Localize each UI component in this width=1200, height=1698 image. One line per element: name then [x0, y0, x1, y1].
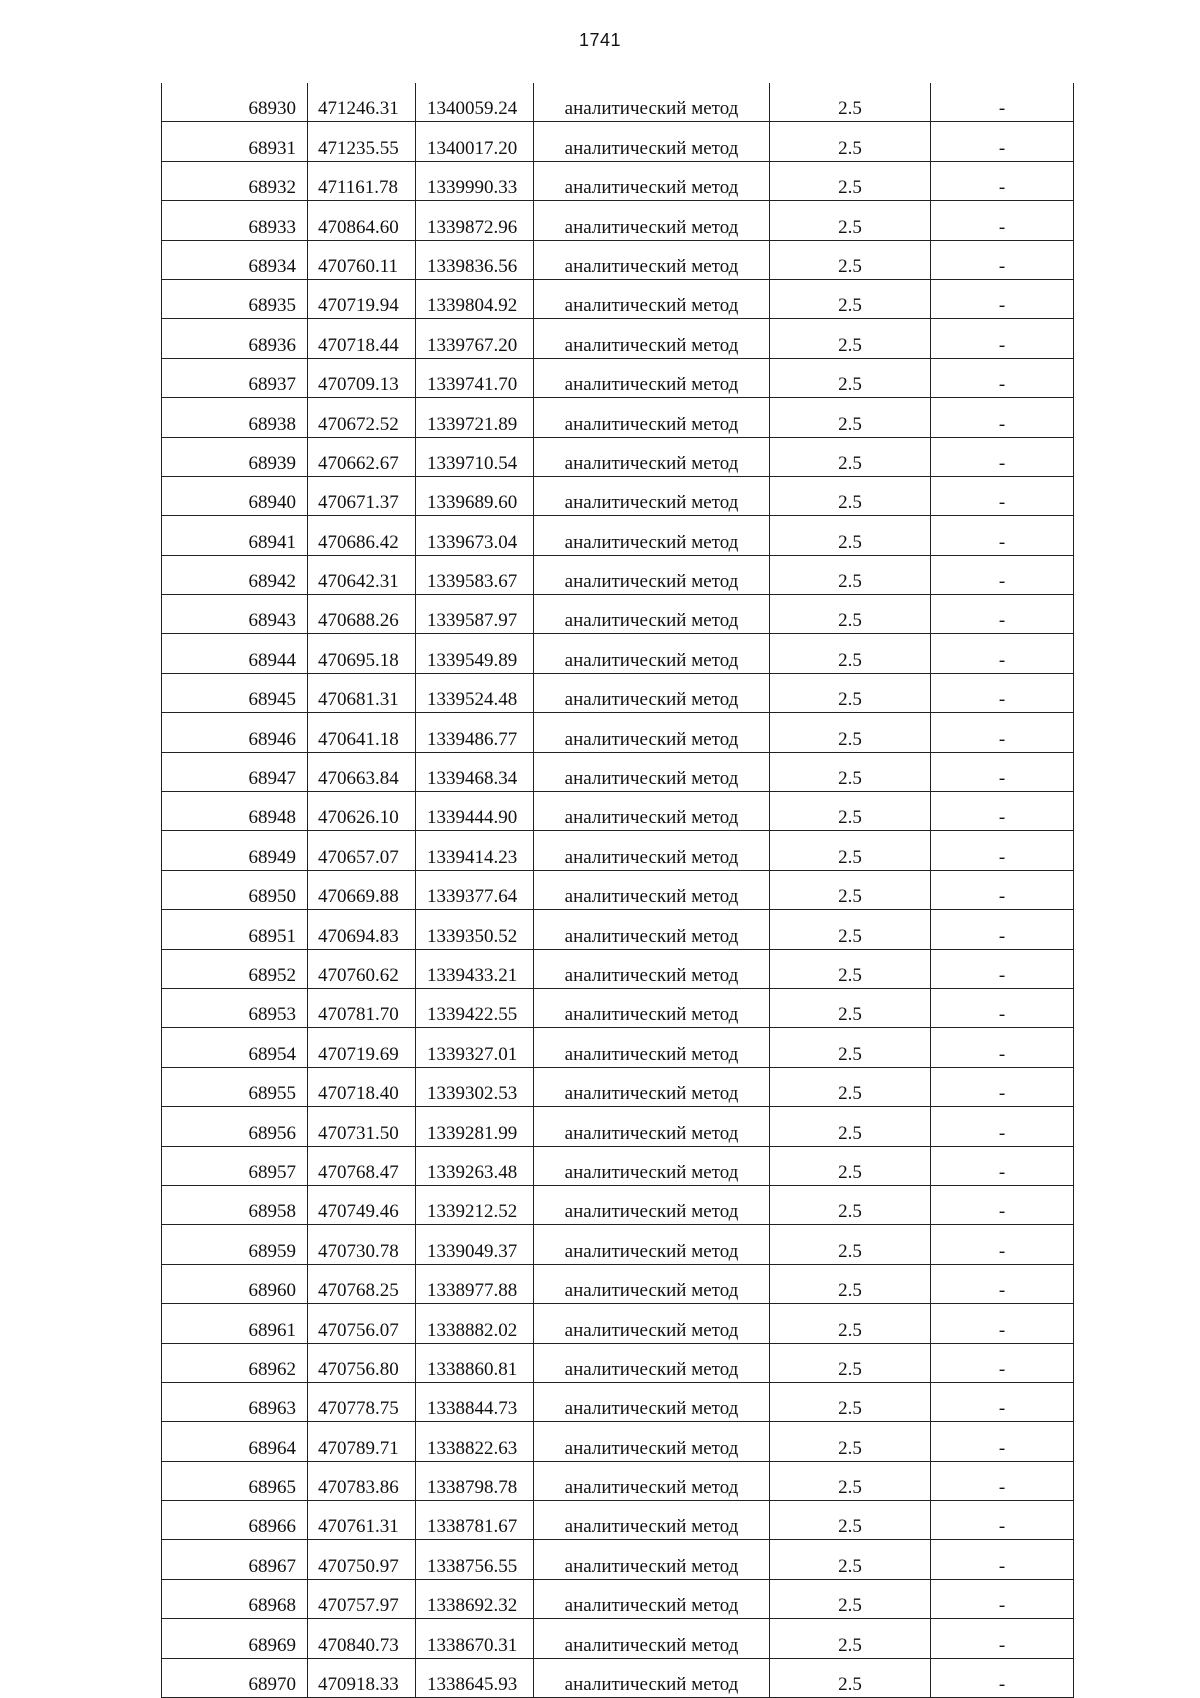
method-cell: аналитический метод [534, 988, 770, 1027]
table-row [162, 437, 1074, 476]
x-coordinate-cell: 470778.75 [308, 1382, 416, 1421]
description-cell: - [931, 910, 1074, 949]
table-row [162, 713, 1074, 752]
accuracy-cell: 2.5 [770, 752, 931, 791]
y-coordinate-cell: 1338670.31 [416, 1619, 534, 1658]
accuracy-cell: 2.5 [770, 1658, 931, 1697]
x-coordinate-cell: 470641.18 [308, 713, 416, 752]
x-coordinate-cell: 470761.31 [308, 1501, 416, 1540]
accuracy-cell: 2.5 [770, 161, 931, 200]
accuracy-cell: 2.5 [770, 1540, 931, 1579]
x-coordinate-cell: 470789.71 [308, 1422, 416, 1461]
table-row [162, 1067, 1074, 1106]
accuracy-cell: 2.5 [770, 1343, 931, 1382]
method-cell: аналитический метод [534, 516, 770, 555]
table-row [162, 1540, 1074, 1579]
x-coordinate-cell: 470719.69 [308, 1028, 416, 1067]
table-row [162, 1501, 1074, 1540]
description-cell: - [931, 752, 1074, 791]
y-coordinate-cell: 1338822.63 [416, 1422, 534, 1461]
y-coordinate-cell: 1338882.02 [416, 1304, 534, 1343]
description-cell: - [931, 240, 1074, 279]
y-coordinate-cell: 1339990.33 [416, 161, 534, 200]
point-number-cell: 68961 [162, 1304, 308, 1343]
point-number-cell: 68953 [162, 988, 308, 1027]
method-cell: аналитический метод [534, 713, 770, 752]
y-coordinate-cell: 1339049.37 [416, 1225, 534, 1264]
x-coordinate-cell: 470750.97 [308, 1540, 416, 1579]
point-number-cell: 68940 [162, 476, 308, 515]
x-coordinate-cell: 470760.11 [308, 240, 416, 279]
description-cell: - [931, 1107, 1074, 1146]
method-cell: аналитический метод [534, 1382, 770, 1421]
y-coordinate-cell: 1338645.93 [416, 1658, 534, 1697]
method-cell: аналитический метод [534, 870, 770, 909]
y-coordinate-cell: 1339549.89 [416, 634, 534, 673]
method-cell: аналитический метод [534, 122, 770, 161]
y-coordinate-cell: 1339587.97 [416, 595, 534, 634]
x-coordinate-cell: 470768.25 [308, 1264, 416, 1303]
method-cell: аналитический метод [534, 1028, 770, 1067]
x-coordinate-cell: 470719.94 [308, 279, 416, 318]
description-cell: - [931, 1540, 1074, 1579]
description-cell: - [931, 949, 1074, 988]
description-cell: - [931, 1028, 1074, 1067]
y-coordinate-cell: 1339327.01 [416, 1028, 534, 1067]
point-number-cell: 68945 [162, 673, 308, 712]
description-cell: - [931, 1658, 1074, 1697]
method-cell: аналитический метод [534, 1185, 770, 1224]
method-cell: аналитический метод [534, 1540, 770, 1579]
y-coordinate-cell: 1339468.34 [416, 752, 534, 791]
x-coordinate-cell: 470731.50 [308, 1107, 416, 1146]
x-coordinate-cell: 470760.62 [308, 949, 416, 988]
x-coordinate-cell: 470694.83 [308, 910, 416, 949]
method-cell: аналитический метод [534, 319, 770, 358]
point-number-cell: 68935 [162, 279, 308, 318]
table-row [162, 516, 1074, 555]
point-number-cell: 68932 [162, 161, 308, 200]
method-cell: аналитический метод [534, 555, 770, 594]
method-cell: аналитический метод [534, 279, 770, 318]
description-cell: - [931, 201, 1074, 240]
accuracy-cell: 2.5 [770, 988, 931, 1027]
description-cell: - [931, 1067, 1074, 1106]
x-coordinate-cell: 470840.73 [308, 1619, 416, 1658]
description-cell: - [931, 279, 1074, 318]
point-number-cell: 68942 [162, 555, 308, 594]
method-cell: аналитический метод [534, 358, 770, 397]
method-cell: аналитический метод [534, 240, 770, 279]
table-row [162, 1658, 1074, 1697]
method-cell: аналитический метод [534, 831, 770, 870]
y-coordinate-cell: 1339741.70 [416, 358, 534, 397]
description-cell: - [931, 713, 1074, 752]
x-coordinate-cell: 470783.86 [308, 1461, 416, 1500]
table-row [162, 1343, 1074, 1382]
accuracy-cell: 2.5 [770, 1185, 931, 1224]
accuracy-cell: 2.5 [770, 949, 931, 988]
accuracy-cell: 2.5 [770, 1422, 931, 1461]
method-cell: аналитический метод [534, 1461, 770, 1500]
table-row [162, 988, 1074, 1027]
accuracy-cell: 2.5 [770, 319, 931, 358]
accuracy-cell: 2.5 [770, 910, 931, 949]
point-number-cell: 68955 [162, 1067, 308, 1106]
x-coordinate-cell: 470718.44 [308, 319, 416, 358]
y-coordinate-cell: 1338756.55 [416, 1540, 534, 1579]
point-number-cell: 68962 [162, 1343, 308, 1382]
accuracy-cell: 2.5 [770, 1461, 931, 1500]
point-number-cell: 68943 [162, 595, 308, 634]
table-row [162, 398, 1074, 437]
y-coordinate-cell: 1340059.24 [416, 83, 534, 122]
accuracy-cell: 2.5 [770, 1146, 931, 1185]
table-row [162, 673, 1074, 712]
x-coordinate-cell: 471161.78 [308, 161, 416, 200]
method-cell: аналитический метод [534, 1422, 770, 1461]
point-number-cell: 68956 [162, 1107, 308, 1146]
x-coordinate-cell: 470709.13 [308, 358, 416, 397]
y-coordinate-cell: 1339281.99 [416, 1107, 534, 1146]
point-number-cell: 68959 [162, 1225, 308, 1264]
x-coordinate-cell: 470756.07 [308, 1304, 416, 1343]
description-cell: - [931, 1264, 1074, 1303]
x-coordinate-cell: 470672.52 [308, 398, 416, 437]
description-cell: - [931, 1343, 1074, 1382]
table-row [162, 1461, 1074, 1500]
accuracy-cell: 2.5 [770, 437, 931, 476]
y-coordinate-cell: 1339767.20 [416, 319, 534, 358]
table-body [162, 83, 1074, 1698]
point-number-cell: 68934 [162, 240, 308, 279]
y-coordinate-cell: 1339673.04 [416, 516, 534, 555]
accuracy-cell: 2.5 [770, 673, 931, 712]
x-coordinate-cell: 470768.47 [308, 1146, 416, 1185]
description-cell: - [931, 1225, 1074, 1264]
table-row [162, 358, 1074, 397]
y-coordinate-cell: 1339422.55 [416, 988, 534, 1027]
table-row [162, 161, 1074, 200]
method-cell: аналитический метод [534, 1501, 770, 1540]
table-row [162, 910, 1074, 949]
point-number-cell: 68950 [162, 870, 308, 909]
table-row [162, 1422, 1074, 1461]
method-cell: аналитический метод [534, 910, 770, 949]
point-number-cell: 68948 [162, 792, 308, 831]
accuracy-cell: 2.5 [770, 1067, 931, 1106]
accuracy-cell: 2.5 [770, 516, 931, 555]
accuracy-cell: 2.5 [770, 358, 931, 397]
accuracy-cell: 2.5 [770, 713, 931, 752]
y-coordinate-cell: 1338692.32 [416, 1579, 534, 1618]
accuracy-cell: 2.5 [770, 1619, 931, 1658]
y-coordinate-cell: 1338860.81 [416, 1343, 534, 1382]
y-coordinate-cell: 1339486.77 [416, 713, 534, 752]
point-number-cell: 68960 [162, 1264, 308, 1303]
y-coordinate-cell: 1339524.48 [416, 673, 534, 712]
description-cell: - [931, 1304, 1074, 1343]
x-coordinate-cell: 470718.40 [308, 1067, 416, 1106]
point-number-cell: 68946 [162, 713, 308, 752]
x-coordinate-cell: 471246.31 [308, 83, 416, 122]
y-coordinate-cell: 1338798.78 [416, 1461, 534, 1500]
point-number-cell: 68952 [162, 949, 308, 988]
y-coordinate-cell: 1339836.56 [416, 240, 534, 279]
y-coordinate-cell: 1338781.67 [416, 1501, 534, 1540]
method-cell: аналитический метод [534, 673, 770, 712]
accuracy-cell: 2.5 [770, 1264, 931, 1303]
table-row [162, 279, 1074, 318]
method-cell: аналитический метод [534, 752, 770, 791]
y-coordinate-cell: 1339689.60 [416, 476, 534, 515]
accuracy-cell: 2.5 [770, 595, 931, 634]
table-row [162, 831, 1074, 870]
x-coordinate-cell: 470642.31 [308, 555, 416, 594]
y-coordinate-cell: 1339433.21 [416, 949, 534, 988]
accuracy-cell: 2.5 [770, 476, 931, 515]
description-cell: - [931, 673, 1074, 712]
y-coordinate-cell: 1339804.92 [416, 279, 534, 318]
description-cell: - [931, 319, 1074, 358]
description-cell: - [931, 476, 1074, 515]
y-coordinate-cell: 1339414.23 [416, 831, 534, 870]
point-number-cell: 68931 [162, 122, 308, 161]
table-row [162, 1146, 1074, 1185]
description-cell: - [931, 516, 1074, 555]
table-row [162, 319, 1074, 358]
x-coordinate-cell: 470662.67 [308, 437, 416, 476]
table-row [162, 1028, 1074, 1067]
x-coordinate-cell: 470681.31 [308, 673, 416, 712]
point-number-cell: 68954 [162, 1028, 308, 1067]
x-coordinate-cell: 470657.07 [308, 831, 416, 870]
method-cell: аналитический метод [534, 1264, 770, 1303]
table-row [162, 83, 1074, 122]
accuracy-cell: 2.5 [770, 240, 931, 279]
description-cell: - [931, 437, 1074, 476]
method-cell: аналитический метод [534, 595, 770, 634]
point-number-cell: 68936 [162, 319, 308, 358]
method-cell: аналитический метод [534, 1343, 770, 1382]
method-cell: аналитический метод [534, 1146, 770, 1185]
accuracy-cell: 2.5 [770, 398, 931, 437]
x-coordinate-cell: 470688.26 [308, 595, 416, 634]
y-coordinate-cell: 1340017.20 [416, 122, 534, 161]
coordinates-table [161, 83, 1074, 1698]
method-cell: аналитический метод [534, 1225, 770, 1264]
accuracy-cell: 2.5 [770, 83, 931, 122]
x-coordinate-cell: 470864.60 [308, 201, 416, 240]
method-cell: аналитический метод [534, 792, 770, 831]
point-number-cell: 68968 [162, 1579, 308, 1618]
point-number-cell: 68965 [162, 1461, 308, 1500]
y-coordinate-cell: 1339377.64 [416, 870, 534, 909]
point-number-cell: 68958 [162, 1185, 308, 1224]
accuracy-cell: 2.5 [770, 1304, 931, 1343]
method-cell: аналитический метод [534, 1304, 770, 1343]
y-coordinate-cell: 1339350.52 [416, 910, 534, 949]
table-row [162, 1225, 1074, 1264]
accuracy-cell: 2.5 [770, 792, 931, 831]
accuracy-cell: 2.5 [770, 1107, 931, 1146]
point-number-cell: 68970 [162, 1658, 308, 1697]
method-cell: аналитический метод [534, 476, 770, 515]
x-coordinate-cell: 470730.78 [308, 1225, 416, 1264]
x-coordinate-cell: 470918.33 [308, 1658, 416, 1697]
accuracy-cell: 2.5 [770, 831, 931, 870]
y-coordinate-cell: 1338844.73 [416, 1382, 534, 1421]
method-cell: аналитический метод [534, 161, 770, 200]
description-cell: - [931, 555, 1074, 594]
method-cell: аналитический метод [534, 1579, 770, 1618]
x-coordinate-cell: 470756.80 [308, 1343, 416, 1382]
point-number-cell: 68963 [162, 1382, 308, 1421]
description-cell: - [931, 1619, 1074, 1658]
table-row [162, 1382, 1074, 1421]
point-number-cell: 68951 [162, 910, 308, 949]
point-number-cell: 68944 [162, 634, 308, 673]
y-coordinate-cell: 1339710.54 [416, 437, 534, 476]
table-row [162, 240, 1074, 279]
description-cell: - [931, 870, 1074, 909]
table-row [162, 634, 1074, 673]
description-cell: - [931, 83, 1074, 122]
accuracy-cell: 2.5 [770, 1225, 931, 1264]
table-row [162, 1107, 1074, 1146]
description-cell: - [931, 161, 1074, 200]
table-row [162, 476, 1074, 515]
accuracy-cell: 2.5 [770, 122, 931, 161]
y-coordinate-cell: 1339721.89 [416, 398, 534, 437]
table-row [162, 1579, 1074, 1618]
description-cell: - [931, 1501, 1074, 1540]
accuracy-cell: 2.5 [770, 870, 931, 909]
method-cell: аналитический метод [534, 1658, 770, 1697]
accuracy-cell: 2.5 [770, 201, 931, 240]
accuracy-cell: 2.5 [770, 1501, 931, 1540]
x-coordinate-cell: 471235.55 [308, 122, 416, 161]
method-cell: аналитический метод [534, 201, 770, 240]
method-cell: аналитический метод [534, 1067, 770, 1106]
description-cell: - [931, 358, 1074, 397]
x-coordinate-cell: 470686.42 [308, 516, 416, 555]
x-coordinate-cell: 470781.70 [308, 988, 416, 1027]
point-number-cell: 68938 [162, 398, 308, 437]
x-coordinate-cell: 470671.37 [308, 476, 416, 515]
table-row [162, 595, 1074, 634]
method-cell: аналитический метод [534, 398, 770, 437]
x-coordinate-cell: 470757.97 [308, 1579, 416, 1618]
point-number-cell: 68964 [162, 1422, 308, 1461]
y-coordinate-cell: 1339263.48 [416, 1146, 534, 1185]
table-row [162, 1185, 1074, 1224]
description-cell: - [931, 988, 1074, 1027]
y-coordinate-cell: 1339212.52 [416, 1185, 534, 1224]
table-row [162, 870, 1074, 909]
point-number-cell: 68969 [162, 1619, 308, 1658]
table-row [162, 792, 1074, 831]
accuracy-cell: 2.5 [770, 1028, 931, 1067]
point-number-cell: 68947 [162, 752, 308, 791]
y-coordinate-cell: 1339302.53 [416, 1067, 534, 1106]
table-row [162, 1304, 1074, 1343]
accuracy-cell: 2.5 [770, 279, 931, 318]
point-number-cell: 68957 [162, 1146, 308, 1185]
y-coordinate-cell: 1339444.90 [416, 792, 534, 831]
table-row [162, 122, 1074, 161]
description-cell: - [931, 1146, 1074, 1185]
table-row [162, 1264, 1074, 1303]
accuracy-cell: 2.5 [770, 634, 931, 673]
point-number-cell: 68949 [162, 831, 308, 870]
table-row [162, 752, 1074, 791]
description-cell: - [931, 831, 1074, 870]
accuracy-cell: 2.5 [770, 1382, 931, 1421]
method-cell: аналитический метод [534, 1619, 770, 1658]
y-coordinate-cell: 1339583.67 [416, 555, 534, 594]
x-coordinate-cell: 470663.84 [308, 752, 416, 791]
page-number: 1741 [578, 30, 622, 50]
point-number-cell: 68937 [162, 358, 308, 397]
table-row [162, 1619, 1074, 1658]
description-cell: - [931, 122, 1074, 161]
table-row [162, 555, 1074, 594]
method-cell: аналитический метод [534, 437, 770, 476]
description-cell: - [931, 1579, 1074, 1618]
method-cell: аналитический метод [534, 634, 770, 673]
description-cell: - [931, 792, 1074, 831]
description-cell: - [931, 1422, 1074, 1461]
y-coordinate-cell: 1338977.88 [416, 1264, 534, 1303]
table-row [162, 201, 1074, 240]
method-cell: аналитический метод [534, 949, 770, 988]
point-number-cell: 68941 [162, 516, 308, 555]
point-number-cell: 68966 [162, 1501, 308, 1540]
method-cell: аналитический метод [534, 1107, 770, 1146]
x-coordinate-cell: 470626.10 [308, 792, 416, 831]
x-coordinate-cell: 470749.46 [308, 1185, 416, 1224]
accuracy-cell: 2.5 [770, 1579, 931, 1618]
description-cell: - [931, 1382, 1074, 1421]
method-cell: аналитический метод [534, 83, 770, 122]
point-number-cell: 68933 [162, 201, 308, 240]
description-cell: - [931, 1185, 1074, 1224]
table-row [162, 949, 1074, 988]
description-cell: - [931, 1461, 1074, 1500]
x-coordinate-cell: 470669.88 [308, 870, 416, 909]
description-cell: - [931, 634, 1074, 673]
description-cell: - [931, 398, 1074, 437]
y-coordinate-cell: 1339872.96 [416, 201, 534, 240]
point-number-cell: 68967 [162, 1540, 308, 1579]
accuracy-cell: 2.5 [770, 555, 931, 594]
description-cell: - [931, 595, 1074, 634]
point-number-cell: 68930 [162, 83, 308, 122]
x-coordinate-cell: 470695.18 [308, 634, 416, 673]
point-number-cell: 68939 [162, 437, 308, 476]
